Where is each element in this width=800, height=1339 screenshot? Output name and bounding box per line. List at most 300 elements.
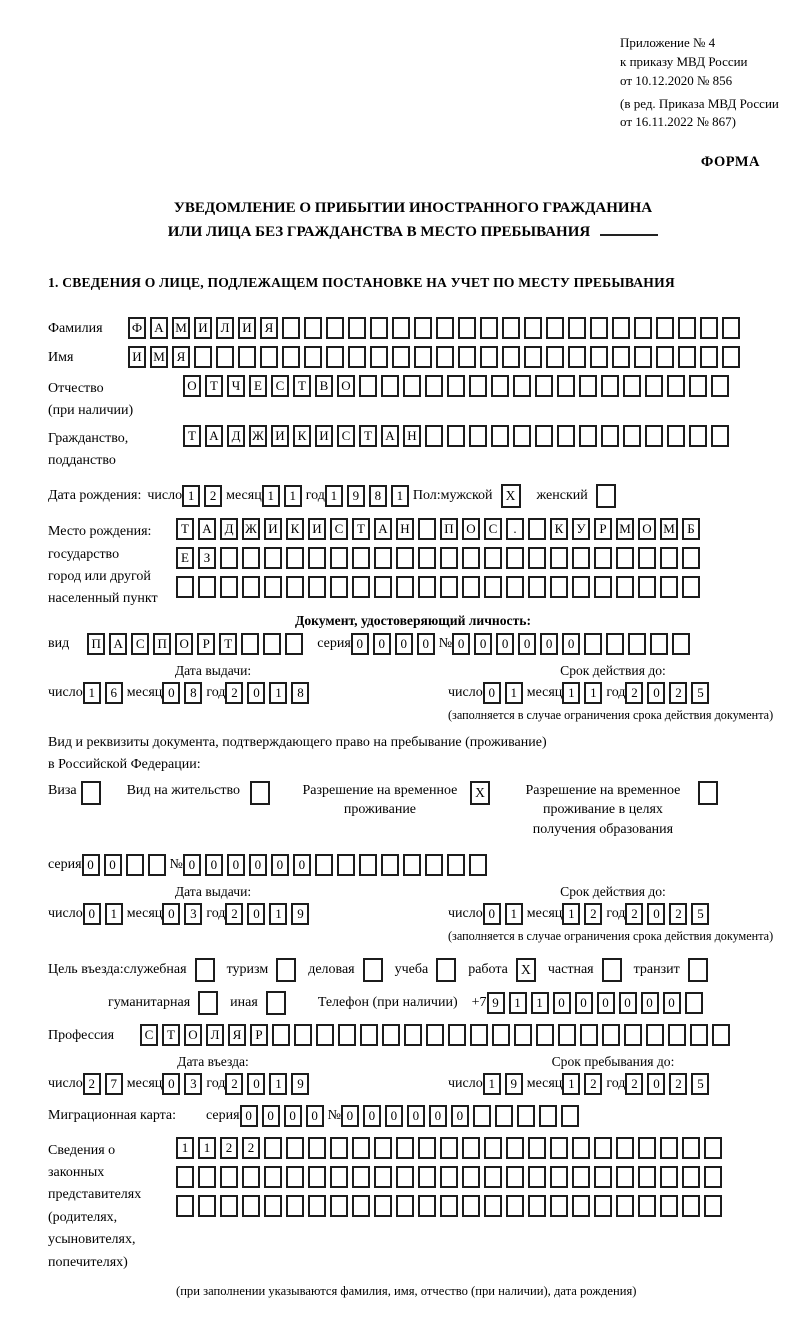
char-cell[interactable] — [440, 1137, 458, 1159]
char-cell[interactable] — [590, 346, 608, 368]
char-cell[interactable]: 2 — [225, 682, 243, 704]
char-cell[interactable] — [242, 1195, 260, 1217]
char-cell[interactable] — [557, 375, 575, 397]
char-cell[interactable] — [650, 633, 668, 655]
char-cell[interactable] — [711, 375, 729, 397]
char-cell[interactable] — [198, 576, 216, 598]
char-cell[interactable] — [678, 346, 696, 368]
char-cell[interactable] — [469, 375, 487, 397]
char-cell[interactable]: 0 — [351, 633, 369, 655]
char-cell[interactable] — [418, 518, 436, 540]
char-cell[interactable]: К — [293, 425, 311, 447]
char-cell[interactable]: А — [198, 518, 216, 540]
char-cell[interactable] — [425, 854, 443, 876]
char-cell[interactable]: С — [131, 633, 149, 655]
char-cell[interactable]: 2 — [225, 903, 243, 925]
char-cell[interactable]: П — [440, 518, 458, 540]
char-cell[interactable] — [264, 1137, 282, 1159]
char-cell[interactable] — [602, 1024, 620, 1046]
char-cell[interactable] — [704, 1137, 722, 1159]
char-cell[interactable]: Т — [293, 375, 311, 397]
char-cell[interactable] — [440, 547, 458, 569]
char-cell[interactable] — [359, 854, 377, 876]
char-cell[interactable] — [396, 1166, 414, 1188]
char-cell[interactable]: Е — [176, 547, 194, 569]
char-cell[interactable] — [580, 1024, 598, 1046]
char-cell[interactable]: 2 — [625, 903, 643, 925]
char-cell[interactable]: 0 — [247, 682, 265, 704]
char-cell[interactable] — [436, 346, 454, 368]
char-cell[interactable] — [492, 1024, 510, 1046]
char-cell[interactable] — [330, 547, 348, 569]
char-cell[interactable] — [462, 576, 480, 598]
purpose-commercial-checkbox[interactable] — [363, 958, 383, 982]
char-cell[interactable]: М — [172, 317, 190, 339]
char-cell[interactable] — [286, 1166, 304, 1188]
char-cell[interactable]: 5 — [691, 682, 709, 704]
char-cell[interactable]: 0 — [83, 903, 101, 925]
char-cell[interactable] — [616, 576, 634, 598]
char-cell[interactable] — [616, 1137, 634, 1159]
char-cell[interactable] — [374, 547, 392, 569]
char-cell[interactable] — [628, 633, 646, 655]
char-cell[interactable]: 0 — [162, 1073, 180, 1095]
char-cell[interactable] — [176, 576, 194, 598]
char-cell[interactable] — [308, 1137, 326, 1159]
char-cell[interactable] — [272, 1024, 290, 1046]
char-cell[interactable] — [572, 1166, 590, 1188]
char-cell[interactable]: Д — [220, 518, 238, 540]
char-cell[interactable]: 5 — [691, 903, 709, 925]
char-cell[interactable] — [440, 576, 458, 598]
char-cell[interactable] — [638, 1137, 656, 1159]
char-cell[interactable] — [198, 1195, 216, 1217]
char-cell[interactable]: 0 — [162, 682, 180, 704]
char-cell[interactable]: О — [184, 1024, 202, 1046]
char-cell[interactable]: И — [238, 317, 256, 339]
char-cell[interactable] — [440, 1195, 458, 1217]
char-cell[interactable] — [579, 425, 597, 447]
char-cell[interactable]: О — [638, 518, 656, 540]
char-cell[interactable] — [330, 1166, 348, 1188]
char-cell[interactable]: 0 — [597, 992, 615, 1014]
char-cell[interactable] — [414, 346, 432, 368]
char-cell[interactable] — [458, 346, 476, 368]
char-cell[interactable] — [374, 1137, 392, 1159]
char-cell[interactable] — [667, 425, 685, 447]
char-cell[interactable] — [264, 1166, 282, 1188]
char-cell[interactable] — [689, 425, 707, 447]
sex-female-checkbox[interactable] — [596, 484, 616, 508]
char-cell[interactable] — [528, 518, 546, 540]
char-cell[interactable] — [513, 425, 531, 447]
char-cell[interactable] — [392, 317, 410, 339]
char-cell[interactable] — [656, 346, 674, 368]
char-cell[interactable] — [528, 1195, 546, 1217]
char-cell[interactable] — [594, 1195, 612, 1217]
char-cell[interactable]: С — [140, 1024, 158, 1046]
char-cell[interactable] — [660, 1166, 678, 1188]
char-cell[interactable] — [220, 576, 238, 598]
char-cell[interactable]: 0 — [647, 903, 665, 925]
char-cell[interactable] — [392, 346, 410, 368]
char-cell[interactable]: Н — [403, 425, 421, 447]
char-cell[interactable]: М — [150, 346, 168, 368]
char-cell[interactable] — [558, 1024, 576, 1046]
char-cell[interactable] — [484, 547, 502, 569]
char-cell[interactable] — [601, 425, 619, 447]
char-cell[interactable] — [396, 576, 414, 598]
char-cell[interactable]: Я — [172, 346, 190, 368]
purpose-work-checkbox[interactable]: X — [516, 958, 536, 982]
char-cell[interactable]: 0 — [227, 854, 245, 876]
char-cell[interactable] — [550, 576, 568, 598]
char-cell[interactable] — [528, 1166, 546, 1188]
char-cell[interactable]: Т — [176, 518, 194, 540]
char-cell[interactable] — [638, 1195, 656, 1217]
char-cell[interactable] — [148, 854, 166, 876]
char-cell[interactable] — [634, 317, 652, 339]
char-cell[interactable] — [528, 576, 546, 598]
char-cell[interactable]: 0 — [452, 633, 470, 655]
char-cell[interactable] — [308, 547, 326, 569]
char-cell[interactable] — [660, 576, 678, 598]
char-cell[interactable] — [370, 317, 388, 339]
char-cell[interactable]: 0 — [451, 1105, 469, 1127]
char-cell[interactable]: Б — [682, 518, 700, 540]
char-cell[interactable]: Т — [205, 375, 223, 397]
purpose-tourism-checkbox[interactable] — [276, 958, 296, 982]
char-cell[interactable]: 1 — [584, 682, 602, 704]
char-cell[interactable] — [616, 1195, 634, 1217]
char-cell[interactable] — [447, 425, 465, 447]
char-cell[interactable]: 1 — [198, 1137, 216, 1159]
char-cell[interactable]: 2 — [669, 903, 687, 925]
char-cell[interactable]: С — [330, 518, 348, 540]
char-cell[interactable] — [584, 633, 602, 655]
char-cell[interactable]: 5 — [691, 1073, 709, 1095]
char-cell[interactable] — [308, 1166, 326, 1188]
temp-residence-checkbox[interactable]: X — [470, 781, 490, 805]
char-cell[interactable]: Р — [594, 518, 612, 540]
char-cell[interactable] — [176, 1166, 194, 1188]
char-cell[interactable] — [612, 346, 630, 368]
char-cell[interactable] — [480, 317, 498, 339]
char-cell[interactable] — [316, 1024, 334, 1046]
char-cell[interactable] — [326, 346, 344, 368]
char-cell[interactable] — [484, 1137, 502, 1159]
char-cell[interactable]: 1 — [483, 1073, 501, 1095]
char-cell[interactable]: 1 — [284, 485, 302, 507]
char-cell[interactable] — [286, 1195, 304, 1217]
char-cell[interactable] — [535, 425, 553, 447]
char-cell[interactable]: 0 — [647, 1073, 665, 1095]
char-cell[interactable]: 1 — [176, 1137, 194, 1159]
char-cell[interactable] — [194, 346, 212, 368]
char-cell[interactable] — [282, 346, 300, 368]
char-cell[interactable] — [396, 1137, 414, 1159]
char-cell[interactable]: И — [315, 425, 333, 447]
char-cell[interactable] — [524, 317, 542, 339]
char-cell[interactable] — [645, 375, 663, 397]
char-cell[interactable] — [469, 425, 487, 447]
char-cell[interactable] — [381, 375, 399, 397]
char-cell[interactable]: Ж — [242, 518, 260, 540]
char-cell[interactable] — [528, 547, 546, 569]
char-cell[interactable]: П — [153, 633, 171, 655]
char-cell[interactable] — [624, 1024, 642, 1046]
char-cell[interactable]: 1 — [269, 682, 287, 704]
char-cell[interactable]: А — [381, 425, 399, 447]
char-cell[interactable] — [176, 1195, 194, 1217]
char-cell[interactable] — [682, 576, 700, 598]
char-cell[interactable]: К — [286, 518, 304, 540]
char-cell[interactable]: 2 — [669, 682, 687, 704]
char-cell[interactable] — [506, 1137, 524, 1159]
char-cell[interactable] — [242, 547, 260, 569]
char-cell[interactable] — [616, 547, 634, 569]
char-cell[interactable]: 0 — [619, 992, 637, 1014]
char-cell[interactable] — [374, 576, 392, 598]
char-cell[interactable] — [700, 317, 718, 339]
char-cell[interactable]: О — [183, 375, 201, 397]
char-cell[interactable] — [700, 346, 718, 368]
temp-residence-education-checkbox[interactable] — [698, 781, 718, 805]
char-cell[interactable]: 1 — [531, 992, 549, 1014]
char-cell[interactable] — [704, 1166, 722, 1188]
char-cell[interactable] — [484, 576, 502, 598]
char-cell[interactable]: 1 — [83, 682, 101, 704]
char-cell[interactable]: И — [308, 518, 326, 540]
char-cell[interactable] — [682, 1166, 700, 1188]
char-cell[interactable] — [689, 375, 707, 397]
char-cell[interactable] — [506, 547, 524, 569]
char-cell[interactable]: Я — [228, 1024, 246, 1046]
char-cell[interactable] — [524, 346, 542, 368]
char-cell[interactable]: Л — [206, 1024, 224, 1046]
char-cell[interactable] — [660, 1195, 678, 1217]
char-cell[interactable]: В — [315, 375, 333, 397]
char-cell[interactable]: 0 — [104, 854, 122, 876]
char-cell[interactable] — [506, 1195, 524, 1217]
char-cell[interactable] — [326, 317, 344, 339]
char-cell[interactable]: 2 — [225, 1073, 243, 1095]
char-cell[interactable] — [440, 1166, 458, 1188]
char-cell[interactable]: 1 — [105, 903, 123, 925]
char-cell[interactable] — [370, 346, 388, 368]
char-cell[interactable]: 0 — [562, 633, 580, 655]
char-cell[interactable] — [264, 576, 282, 598]
char-cell[interactable] — [484, 1195, 502, 1217]
char-cell[interactable]: 0 — [395, 633, 413, 655]
char-cell[interactable] — [352, 547, 370, 569]
purpose-business-checkbox[interactable] — [195, 958, 215, 982]
char-cell[interactable]: 9 — [487, 992, 505, 1014]
char-cell[interactable] — [396, 547, 414, 569]
char-cell[interactable] — [374, 1195, 392, 1217]
sex-male-checkbox[interactable]: X — [501, 484, 521, 508]
char-cell[interactable]: Е — [249, 375, 267, 397]
char-cell[interactable]: У — [572, 518, 590, 540]
char-cell[interactable] — [462, 1166, 480, 1188]
char-cell[interactable] — [550, 1195, 568, 1217]
char-cell[interactable]: А — [109, 633, 127, 655]
char-cell[interactable]: 0 — [247, 903, 265, 925]
char-cell[interactable] — [638, 576, 656, 598]
char-cell[interactable]: 1 — [505, 903, 523, 925]
char-cell[interactable] — [286, 547, 304, 569]
char-cell[interactable]: 9 — [291, 903, 309, 925]
char-cell[interactable]: К — [550, 518, 568, 540]
char-cell[interactable]: Д — [227, 425, 245, 447]
char-cell[interactable]: 2 — [242, 1137, 260, 1159]
title-number-blank[interactable] — [600, 220, 658, 236]
char-cell[interactable] — [601, 375, 619, 397]
char-cell[interactable]: 0 — [496, 633, 514, 655]
char-cell[interactable] — [682, 1195, 700, 1217]
char-cell[interactable] — [264, 547, 282, 569]
char-cell[interactable] — [722, 346, 740, 368]
char-cell[interactable] — [418, 1195, 436, 1217]
char-cell[interactable]: 9 — [291, 1073, 309, 1095]
char-cell[interactable] — [382, 1024, 400, 1046]
purpose-study-checkbox[interactable] — [436, 958, 456, 982]
char-cell[interactable]: 0 — [483, 903, 501, 925]
char-cell[interactable]: 8 — [291, 682, 309, 704]
char-cell[interactable]: О — [462, 518, 480, 540]
char-cell[interactable]: И — [128, 346, 146, 368]
char-cell[interactable] — [561, 1105, 579, 1127]
char-cell[interactable]: Т — [219, 633, 237, 655]
char-cell[interactable] — [418, 547, 436, 569]
char-cell[interactable]: Я — [260, 317, 278, 339]
char-cell[interactable]: 3 — [184, 1073, 202, 1095]
char-cell[interactable] — [282, 317, 300, 339]
char-cell[interactable] — [220, 1195, 238, 1217]
char-cell[interactable]: 1 — [269, 1073, 287, 1095]
char-cell[interactable] — [352, 1195, 370, 1217]
char-cell[interactable]: Ж — [249, 425, 267, 447]
char-cell[interactable]: 0 — [363, 1105, 381, 1127]
char-cell[interactable]: 0 — [341, 1105, 359, 1127]
char-cell[interactable] — [418, 576, 436, 598]
char-cell[interactable]: О — [337, 375, 355, 397]
char-cell[interactable] — [470, 1024, 488, 1046]
char-cell[interactable]: Р — [250, 1024, 268, 1046]
char-cell[interactable] — [491, 425, 509, 447]
char-cell[interactable]: 0 — [553, 992, 571, 1014]
char-cell[interactable]: Ч — [227, 375, 245, 397]
char-cell[interactable] — [238, 346, 256, 368]
char-cell[interactable] — [330, 1195, 348, 1217]
char-cell[interactable] — [682, 1137, 700, 1159]
char-cell[interactable]: Л — [216, 317, 234, 339]
char-cell[interactable] — [506, 1166, 524, 1188]
char-cell[interactable] — [352, 1166, 370, 1188]
char-cell[interactable]: 1 — [182, 485, 200, 507]
char-cell[interactable] — [572, 1195, 590, 1217]
char-cell[interactable]: 1 — [325, 485, 343, 507]
char-cell[interactable] — [220, 1166, 238, 1188]
char-cell[interactable] — [502, 317, 520, 339]
char-cell[interactable]: 0 — [262, 1105, 280, 1127]
char-cell[interactable] — [646, 1024, 664, 1046]
char-cell[interactable]: 2 — [625, 682, 643, 704]
char-cell[interactable] — [594, 1137, 612, 1159]
char-cell[interactable] — [623, 375, 641, 397]
char-cell[interactable] — [462, 547, 480, 569]
char-cell[interactable] — [315, 854, 333, 876]
char-cell[interactable]: А — [150, 317, 168, 339]
char-cell[interactable]: 1 — [262, 485, 280, 507]
char-cell[interactable]: 0 — [575, 992, 593, 1014]
char-cell[interactable]: 1 — [562, 682, 580, 704]
char-cell[interactable] — [348, 317, 366, 339]
char-cell[interactable] — [348, 346, 366, 368]
char-cell[interactable]: 2 — [83, 1073, 101, 1095]
char-cell[interactable] — [634, 346, 652, 368]
char-cell[interactable] — [403, 375, 421, 397]
char-cell[interactable] — [594, 547, 612, 569]
char-cell[interactable]: Ф — [128, 317, 146, 339]
char-cell[interactable] — [352, 576, 370, 598]
char-cell[interactable] — [712, 1024, 730, 1046]
char-cell[interactable] — [220, 547, 238, 569]
char-cell[interactable]: 6 — [105, 682, 123, 704]
char-cell[interactable] — [506, 576, 524, 598]
char-cell[interactable] — [381, 854, 399, 876]
char-cell[interactable]: 1 — [269, 903, 287, 925]
char-cell[interactable]: 9 — [505, 1073, 523, 1095]
char-cell[interactable]: 0 — [647, 682, 665, 704]
char-cell[interactable] — [690, 1024, 708, 1046]
char-cell[interactable] — [396, 1195, 414, 1217]
char-cell[interactable] — [330, 576, 348, 598]
char-cell[interactable] — [514, 1024, 532, 1046]
char-cell[interactable] — [590, 317, 608, 339]
char-cell[interactable] — [528, 1137, 546, 1159]
char-cell[interactable]: Т — [162, 1024, 180, 1046]
char-cell[interactable] — [539, 1105, 557, 1127]
char-cell[interactable]: 2 — [625, 1073, 643, 1095]
char-cell[interactable] — [667, 375, 685, 397]
char-cell[interactable] — [352, 1137, 370, 1159]
purpose-transit-checkbox[interactable] — [688, 958, 708, 982]
char-cell[interactable]: С — [337, 425, 355, 447]
char-cell[interactable] — [436, 317, 454, 339]
char-cell[interactable] — [656, 317, 674, 339]
char-cell[interactable]: 0 — [385, 1105, 403, 1127]
char-cell[interactable]: 3 — [184, 903, 202, 925]
residence-permit-checkbox[interactable] — [250, 781, 270, 805]
char-cell[interactable] — [242, 1166, 260, 1188]
char-cell[interactable] — [660, 547, 678, 569]
char-cell[interactable]: 0 — [205, 854, 223, 876]
char-cell[interactable]: 1 — [562, 1073, 580, 1095]
char-cell[interactable] — [550, 547, 568, 569]
char-cell[interactable] — [308, 576, 326, 598]
char-cell[interactable] — [330, 1137, 348, 1159]
char-cell[interactable] — [594, 576, 612, 598]
char-cell[interactable] — [685, 992, 703, 1014]
char-cell[interactable] — [338, 1024, 356, 1046]
char-cell[interactable]: 1 — [509, 992, 527, 1014]
char-cell[interactable]: 2 — [204, 485, 222, 507]
char-cell[interactable] — [263, 633, 281, 655]
char-cell[interactable]: 0 — [641, 992, 659, 1014]
char-cell[interactable] — [535, 375, 553, 397]
char-cell[interactable]: 7 — [105, 1073, 123, 1095]
